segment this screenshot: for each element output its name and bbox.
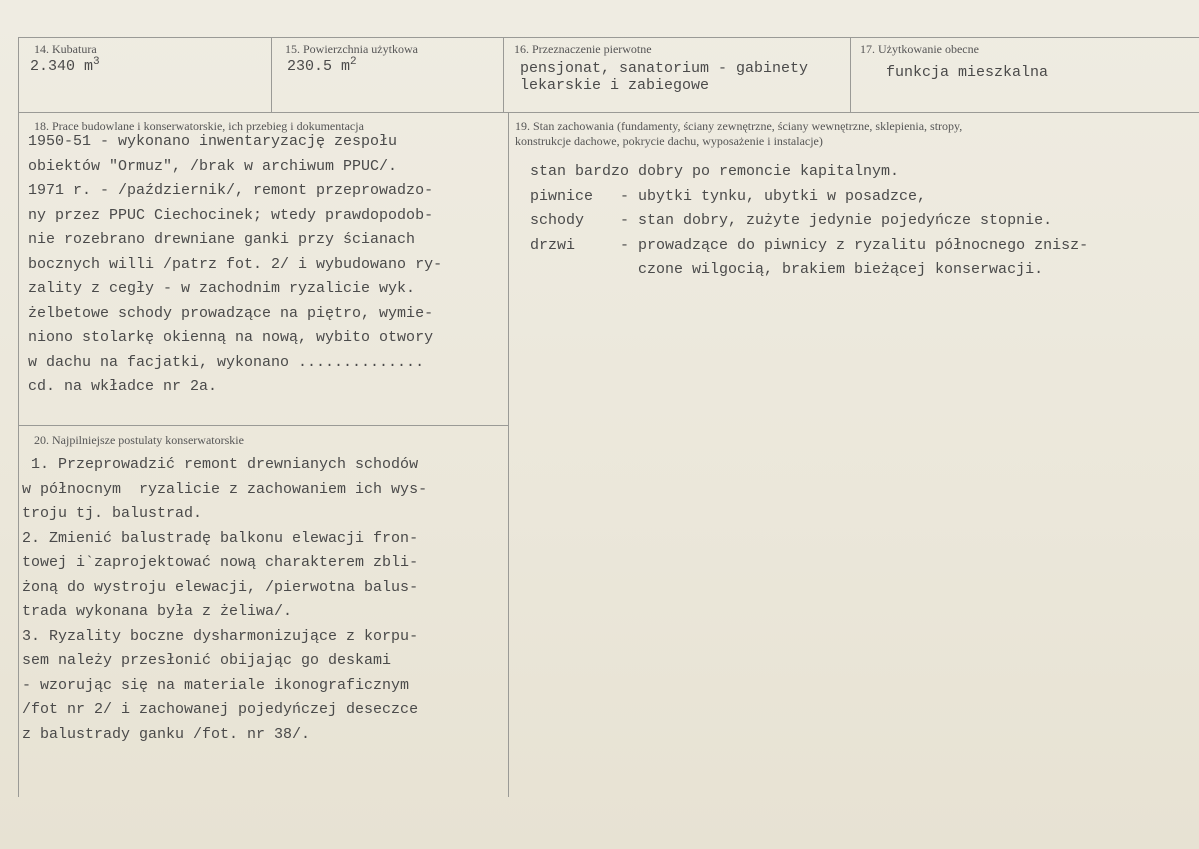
text-line: zality z cegły - w zachodnim ryzalicie wyk. [28, 280, 416, 297]
condition-desc: - stan dobry, zużyte jedynie pojedyńcze stopnie. [620, 212, 1053, 229]
text-line: niono stolarkę okienną na nową, wybito otwory [28, 329, 434, 346]
text-line: lekarskie i zabiegowe [520, 77, 710, 94]
text-line: 2. Zmienić balustradę balkonu elewacji fron- [22, 529, 419, 547]
left-border-line [18, 37, 19, 797]
volume-unit-exponent: 3 [93, 56, 100, 68]
divider-15-16 [503, 37, 504, 112]
f20-top-line [18, 425, 508, 426]
text-line: - wzorując się na materiale ikonograficznym [22, 676, 410, 694]
field-19-label-cont: konstrukcje dachowe, pokrycie dachu, wyposażenie i instalacje) [515, 134, 823, 148]
field-16-label: 16. Przeznaczenie pierwotne [514, 42, 652, 56]
field-19-label: 19. Stan zachowania (fundamenty, ściany zewnętrzne, ściany wewnętrzne, sklepienia, stropy, [515, 119, 963, 133]
field-15-value [287, 58, 357, 75]
text-line: 1. Przeprowadzić remont drewnianych schodów [22, 456, 419, 473]
text-line: bocznych willi /patrz fot. 2/ i wybudowano ry- [28, 255, 443, 273]
condition-desc: - ubytki tynku, ubytki w posadzce, [620, 187, 927, 205]
text-line: 1971 r. - /październik/, remont przeprowadzo- [28, 182, 434, 199]
field-15-label: 15. Powierzchnia użytkowa [285, 42, 418, 56]
text-line: w dachu na facjatki, wykonano .............. [28, 353, 425, 371]
text-line: pensjonat, sanatorium - gabinety [520, 60, 809, 77]
text-line: 3. Ryzality boczne dysharmonizujące z korpu- [22, 627, 419, 645]
divider-14-15 [271, 37, 272, 112]
field-18-label: 18. Prace budowlane i konserwatorskie, ich przebieg i dokumentacja [34, 119, 364, 133]
row1-bottom-line [18, 112, 1199, 113]
condition-term: drzwi [530, 236, 576, 254]
area-unit-exponent: 2 [350, 56, 357, 68]
top-border-line [18, 37, 1199, 38]
text-line: ny przez PPUC Ciechocinek; wtedy prawdopodob- [28, 206, 434, 224]
field-16-value [520, 60, 808, 94]
text-line: sem należy przesłonić obijając go deskami [22, 652, 392, 669]
main-column-divider [508, 112, 509, 797]
field-20-label: 20. Najpilniejsze postulaty konserwatorskie [34, 433, 244, 447]
text-line: 1950-51 - wykonano inwentaryzację zespołu [28, 133, 398, 150]
field-17-label: 17. Użytkowanie obecne [860, 42, 979, 56]
condition-row [530, 209, 1088, 234]
text-line: obiektów "Ormuz", /brak w archiwum PPUC/. [28, 157, 398, 175]
condition-row [530, 234, 1088, 283]
condition-term: schody [530, 212, 585, 229]
condition-term: piwnice [530, 187, 594, 205]
field-18-text [28, 130, 442, 400]
text-line: stan bardzo dobry po remoncie kapitalnym. [530, 163, 900, 180]
text-line: trada wykonana była z żeliwa/. [22, 603, 293, 620]
condition-desc: czone wilgocią, brakiem bieżącej konserwacji. [620, 261, 1044, 278]
text-line: w północnym ryzalicie z zachowaniem ich wys- [22, 480, 428, 498]
divider-16-17 [850, 37, 851, 112]
text-line: cd. na wkładce nr 2a. [28, 378, 218, 395]
field-14-value [30, 58, 100, 75]
text-line: żoną do wystroju elewacji, /pierwotna balus- [22, 578, 419, 596]
text-line: towej i`zaprojektować nową charakterem zbli- [22, 554, 419, 571]
volume-value: 2.340 m [30, 58, 94, 75]
condition-row [530, 185, 1088, 210]
condition-desc: - prowadzące do piwnicy z ryzalitu północnego znisz- [620, 236, 1089, 254]
text-line: żelbetowe schody prowadzące na piętro, wymie- [28, 304, 434, 322]
text-line: /fot nr 2/ i zachowanej pojedyńczej deseczce [22, 701, 419, 718]
text-line: z balustrady ganku /fot. nr 38/. [22, 725, 311, 743]
field-20-text [22, 453, 427, 747]
field-17-value: funkcja mieszkalna [886, 64, 1049, 81]
area-value: 230.5 m [287, 58, 351, 75]
text-line: troju tj. balustrad. [22, 505, 203, 522]
field-14-label: 14. Kubatura [34, 42, 97, 56]
field-19-text [530, 160, 1088, 283]
text-line: nie rozebrano drewniane ganki przy ścianach [28, 231, 416, 248]
